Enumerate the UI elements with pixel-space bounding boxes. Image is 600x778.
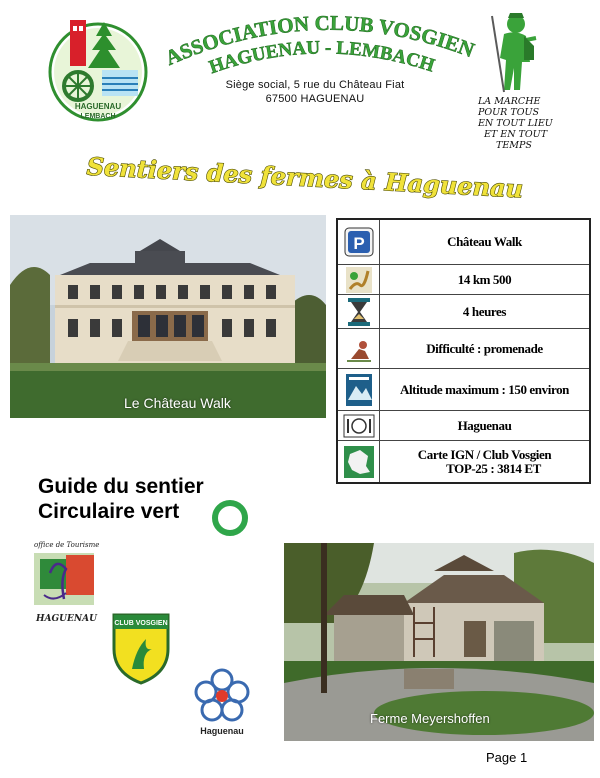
chateau-caption: Le Château Walk (124, 395, 231, 411)
start-point: Château Walk (447, 234, 522, 249)
tourism-line2: HAGUENAU (36, 614, 97, 624)
motto (470, 96, 580, 151)
map-reference (380, 441, 589, 482)
hiker-icon (478, 10, 550, 96)
haguenau-logo-text: Haguenau (200, 726, 244, 736)
restaurant-icon (338, 411, 380, 440)
altitude-icon (338, 369, 380, 410)
association-line2: HAGUENAU - LEMBACH (206, 37, 437, 78)
shield-text: CLUB VOSGIEN (114, 620, 168, 627)
info-row-map (338, 441, 589, 482)
green-circle-trail-marker (212, 500, 248, 536)
info-row-distance (338, 265, 589, 295)
logo-text-line2: LEMBACH (80, 113, 116, 120)
hourglass-icon (338, 295, 380, 328)
address-line1: Siège social, 5 rue du Château Fiat (225, 79, 405, 91)
haguenau-city-logo (192, 666, 252, 740)
svg-text:P: P (352, 234, 365, 253)
motto-line: LA MARCHE (478, 96, 541, 107)
main-title (86, 150, 524, 204)
motto-line: ET EN TOUT (484, 129, 548, 140)
chateau-image (10, 215, 326, 418)
info-row-altitude (338, 369, 589, 411)
info-row-restaurant (338, 411, 589, 441)
trail-info-table (336, 218, 591, 484)
map-reference-line1: Carte IGN / Club Vosgien (417, 446, 552, 462)
map-reference-line2: TOP-25 : 3814 ET (446, 460, 541, 476)
motto-line: TEMPS (496, 140, 532, 151)
info-row-duration (338, 295, 589, 329)
altitude: Altitude maximum : 150 environ (399, 381, 570, 397)
difficulty-icon (338, 329, 380, 368)
club-vosgien-lembach-logo (44, 12, 152, 124)
page-number: Page 1 (486, 750, 528, 765)
info-row-start (338, 220, 589, 265)
duration: 4 heures (462, 303, 507, 319)
association-title (160, 8, 480, 78)
main-title-text: Sentiers des fermes à Haguenau (86, 151, 524, 204)
tourism-line1: office de Tourisme (34, 541, 100, 549)
info-row-difficulty (338, 329, 589, 369)
ferme-caption: Ferme Meyershoffen (370, 711, 490, 726)
logo-text-line1: HAGUENAU (74, 102, 122, 111)
chateau-photo (10, 215, 326, 418)
motto-line: POUR TOUS (478, 107, 539, 118)
ferme-photo (284, 543, 594, 741)
address (195, 78, 435, 106)
parking-icon (338, 220, 380, 264)
guide-title (38, 474, 204, 524)
association-line1: ASSOCIATION CLUB VOSGIEN (161, 10, 478, 71)
address-line2: 67500 HAGUENAU (265, 93, 365, 105)
distance: 14 km 500 (457, 271, 512, 287)
motto-line: EN TOUT LIEU (478, 118, 553, 129)
tourism-office-logo (30, 537, 100, 629)
guide-line1: Guide du sentier (38, 475, 204, 498)
difficulty: Difficulté : promenade (426, 340, 543, 356)
guide-line2: Circulaire vert (38, 500, 180, 523)
distance-icon (338, 265, 380, 294)
map-icon (338, 441, 380, 482)
club-vosgien-shield-logo (112, 613, 170, 685)
restaurant-location: Haguenau (457, 417, 512, 433)
